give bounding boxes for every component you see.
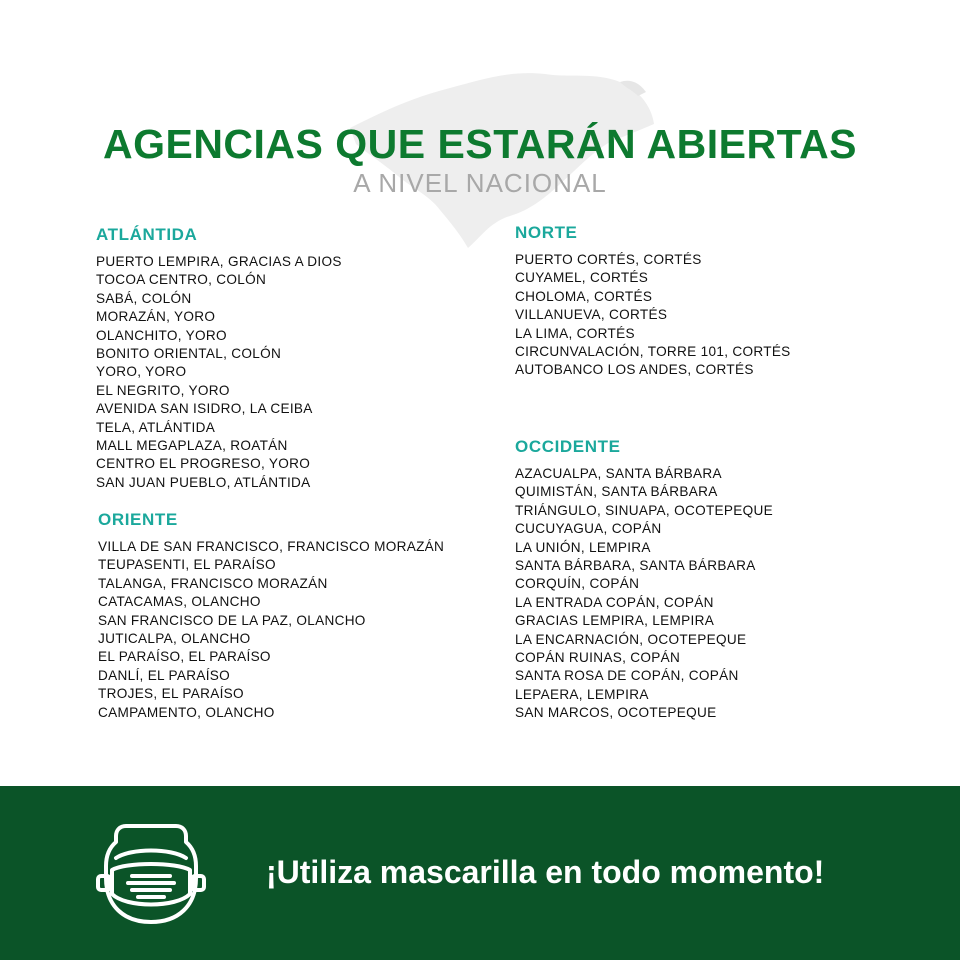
agency-item: GRACIAS LEMPIRA, LEMPIRA bbox=[515, 613, 715, 629]
agency-list bbox=[515, 251, 791, 380]
agency-list bbox=[515, 465, 773, 723]
agency-item: SABÁ, COLÓN bbox=[96, 290, 192, 306]
footer-banner bbox=[0, 786, 960, 960]
agency-item: CATACAMAS, OLANCHO bbox=[98, 594, 261, 610]
region-occidente bbox=[515, 436, 773, 723]
region-title: OCCIDENTE bbox=[515, 437, 621, 456]
agency-item: CIRCUNVALACIÓN, TORRE 101, CORTÉS bbox=[515, 344, 791, 360]
agency-item: YORO, YORO bbox=[96, 364, 187, 380]
agency-item: LA LIMA, CORTÉS bbox=[515, 325, 635, 341]
agency-item: CHOLOMA, CORTÉS bbox=[515, 288, 653, 304]
region-atlantida bbox=[96, 224, 342, 492]
agency-list bbox=[96, 253, 342, 492]
agency-item: VILLA DE SAN FRANCISCO, FRANCISCO MORAZÁN bbox=[98, 539, 445, 554]
agency-item: AUTOBANCO LOS ANDES, CORTÉS bbox=[515, 362, 754, 378]
header bbox=[0, 118, 960, 198]
agency-item: PUERTO CORTÉS, CORTÉS bbox=[515, 252, 702, 267]
agency-item: CAMPAMENTO, OLANCHO bbox=[98, 704, 275, 720]
agency-item: MALL MEGAPLAZA, ROATÁN bbox=[96, 438, 288, 454]
agency-item: BONITO ORIENTAL, COLÓN bbox=[96, 346, 282, 362]
agency-item: OLANCHITO, YORO bbox=[96, 327, 227, 343]
agency-item: SANTA BÁRBARA, SANTA BÁRBARA bbox=[515, 558, 756, 574]
agency-item: EL PARAÍSO, EL PARAÍSO bbox=[98, 649, 271, 665]
agency-item: MORAZÁN, YORO bbox=[96, 309, 216, 325]
agency-item: SAN MARCOS, OCOTEPEQUE bbox=[515, 705, 717, 721]
agency-item: LA ENTRADA COPÁN, COPÁN bbox=[515, 594, 714, 610]
agency-item: PUERTO LEMPIRA, GRACIAS A DIOS bbox=[96, 254, 342, 269]
agency-item: AVENIDA SAN ISIDRO, LA CEIBA bbox=[96, 401, 313, 417]
agency-item: TRIÁNGULO, SINUAPA, OCOTEPEQUE bbox=[515, 502, 774, 518]
region-oriente bbox=[98, 509, 444, 722]
agency-item: JUTICALPA, OLANCHO bbox=[98, 631, 251, 647]
region-title: ATLÁNTIDA bbox=[96, 225, 198, 244]
agency-item: EL NEGRITO, YORO bbox=[96, 382, 230, 398]
region-norte bbox=[515, 222, 791, 380]
agency-item: CORQUÍN, COPÁN bbox=[515, 576, 640, 592]
face-mask-icon bbox=[96, 818, 206, 928]
agency-item: DANLÍ, EL PARAÍSO bbox=[98, 667, 231, 683]
agency-item: TOCOA CENTRO, COLÓN bbox=[96, 272, 267, 288]
agency-item: VILLANUEVA, CORTÉS bbox=[515, 307, 668, 323]
agency-item: CUYAMEL, CORTÉS bbox=[515, 270, 649, 286]
agency-list bbox=[98, 538, 444, 722]
agency-item: LEPAERA, LEMPIRA bbox=[515, 686, 649, 702]
agency-item: QUIMISTÁN, SANTA BÁRBARA bbox=[515, 484, 718, 500]
footer-message: ¡Utiliza mascarilla en todo momento! bbox=[266, 854, 825, 890]
agency-item: COPÁN RUINAS, COPÁN bbox=[515, 650, 681, 666]
agency-item: AZACUALPA, SANTA BÁRBARA bbox=[515, 466, 722, 481]
agency-item: SAN FRANCISCO DE LA PAZ, OLANCHO bbox=[98, 612, 366, 628]
page-title: AGENCIAS QUE ESTARÁN ABIERTAS bbox=[102, 121, 858, 167]
agency-item: TEUPASENTI, EL PARAÍSO bbox=[98, 557, 276, 573]
region-title: NORTE bbox=[515, 223, 578, 242]
agency-item: SANTA ROSA DE COPÁN, COPÁN bbox=[515, 668, 739, 684]
agency-item: TELA, ATLÁNTIDA bbox=[96, 419, 216, 435]
agency-item: LA UNIÓN, LEMPIRA bbox=[515, 539, 651, 555]
agency-item: TALANGA, FRANCISCO MORAZÁN bbox=[98, 575, 328, 591]
agency-item: CUCUYAGUA, COPÁN bbox=[515, 521, 662, 537]
agency-item: CENTRO EL PROGRESO, YORO bbox=[96, 456, 311, 472]
agency-item: LA ENCARNACIÓN, OCOTEPEQUE bbox=[515, 631, 747, 647]
region-title: ORIENTE bbox=[98, 510, 178, 529]
agency-item: SAN JUAN PUEBLO, ATLÁNTIDA bbox=[96, 474, 311, 490]
page-subtitle: A NIVEL NACIONAL bbox=[353, 168, 607, 198]
agency-item: TROJES, EL PARAÍSO bbox=[98, 686, 244, 702]
